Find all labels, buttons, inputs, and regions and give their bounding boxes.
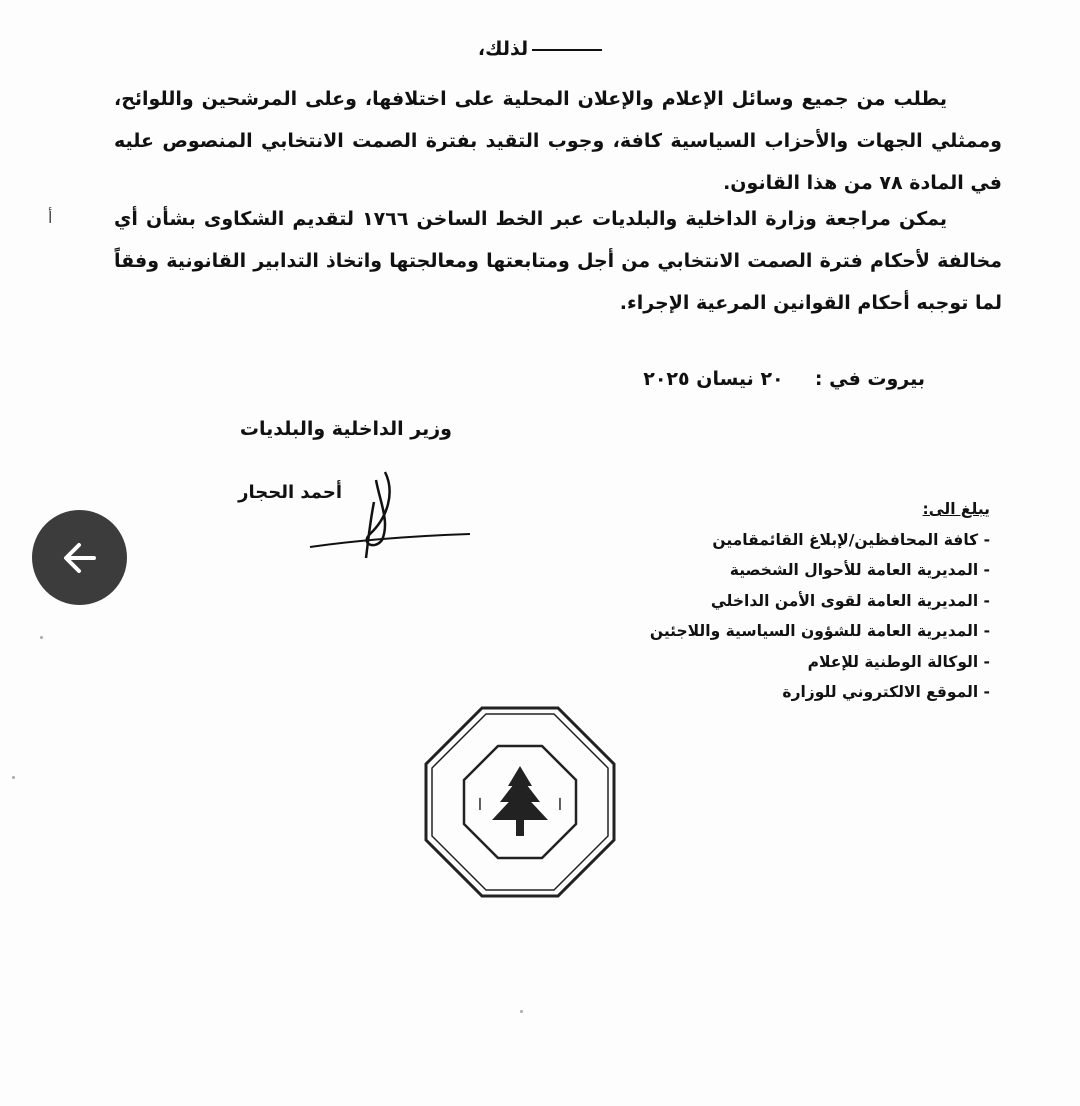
signature-scrawl <box>300 462 480 572</box>
seal-left-mark: ا <box>477 795 483 814</box>
ministry-seal <box>420 702 620 902</box>
recipient-item: - الموقع الالكتروني للوزارة <box>782 683 990 701</box>
document-heading <box>0 38 1080 60</box>
back-button[interactable] <box>32 510 127 605</box>
scan-speck <box>12 776 15 779</box>
recipient-item: - الوكالة الوطنية للإعلام <box>807 652 990 671</box>
paragraph-2 <box>114 198 1002 324</box>
cedar-tree-icon <box>492 766 548 836</box>
margin-mark: أ <box>48 208 53 227</box>
date-month: نيسان <box>696 368 754 390</box>
recipients-heading: يبلغ الى: <box>922 500 990 518</box>
arrow-left-icon <box>58 536 102 580</box>
heading-text: لذلك، <box>477 38 529 60</box>
recipient-item: - كافة المحافظين/لإبلاغ القائمقامين <box>712 530 990 549</box>
date-line <box>643 368 925 390</box>
date-label: بيروت في : <box>814 368 925 390</box>
minister-title: وزير الداخلية والبلديات <box>239 418 452 440</box>
scan-speck <box>520 1010 523 1013</box>
date-day: ٢٠ <box>760 368 784 390</box>
date-year: ٢٠٢٥ <box>643 368 690 390</box>
scan-speck <box>40 636 43 639</box>
recipient-item: - المديرية العامة للأحوال الشخصية <box>729 561 990 579</box>
recipient-item: - المديرية العامة للشؤون السياسية واللاجئين <box>649 622 990 640</box>
seal-right-mark: ا <box>557 795 563 814</box>
paragraph-1-text: يطلب من جميع وسائل الإعلام والإعلان المحلية على اختلافها، وعلى المرشحين واللوائح، وممثلي الجهات والأحزاب السياسية كافة، وجوب التقيد بفترة الصمت الانتخابي المنصوص عليه في المادة ٧٨ من هذا القانون. <box>114 88 1002 194</box>
paragraph-1 <box>114 78 1002 204</box>
recipient-item: - المديرية العامة لقوى الأمن الداخلي <box>710 591 990 610</box>
heading-underline <box>532 49 602 51</box>
signature-name: أحمد الحجار <box>238 482 342 503</box>
paragraph-2-text: يمكن مراجعة وزارة الداخلية والبلديات عبر الخط الساخن ١٧٦٦ لتقديم الشكاوى بشأن أي مخالفة لأحكام فترة الصمت الانتخابي من أجل ومتابعتها ومعالجتها واتخاذ التدابير القانونية وفقاً لما توجبه أحكام القوانين المرعية الإجراء. <box>114 208 1002 314</box>
recipients-block <box>650 494 990 708</box>
